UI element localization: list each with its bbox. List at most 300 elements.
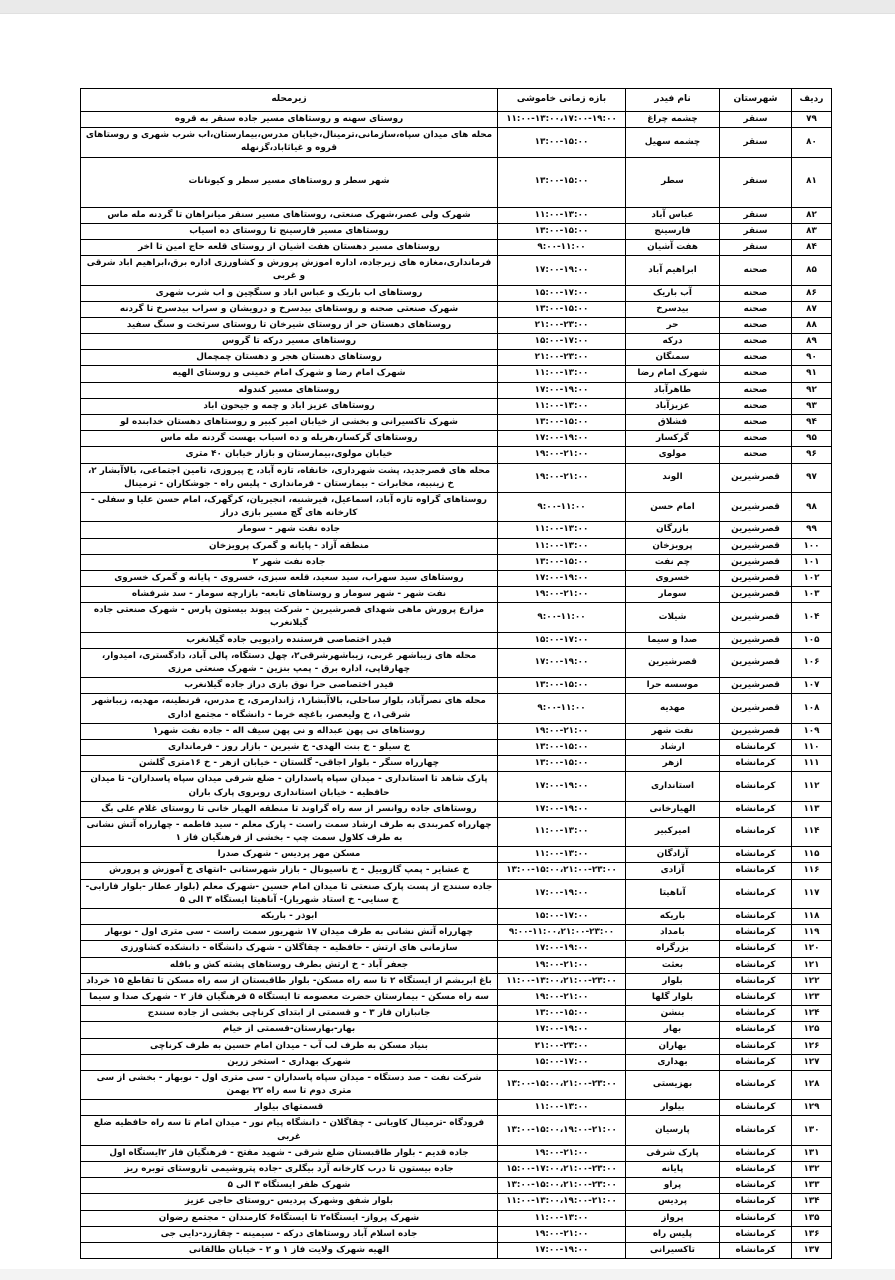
table-row — [81, 301, 832, 317]
county-cell: کرمانشاه — [720, 941, 792, 957]
county-cell: کرمانشاه — [720, 1100, 792, 1116]
county-cell: صحنه — [720, 431, 792, 447]
county-cell: کرمانشاه — [720, 1006, 792, 1022]
subarea-cell: شهرک پرواز- ایستگاه۲ تا ایستگاه۶ کارمندان - مجتمع رضوان — [81, 1210, 498, 1226]
feeder-cell: سمنگان — [626, 350, 720, 366]
time-cell: ۱۱:۰۰-۱۳:۰۰ — [498, 1210, 626, 1226]
feeder-cell: بیدسرخ — [626, 301, 720, 317]
time-cell: ۱۹:۰۰-۲۱:۰۰ — [498, 957, 626, 973]
time-cell: ۲۱:۰۰-۲۳:۰۰ — [498, 350, 626, 366]
subarea-cell: بلوار شفق وشهرک پردیس -روستای حاجی عزیز — [81, 1194, 498, 1210]
county-cell: صحنه — [720, 301, 792, 317]
table-row — [81, 632, 832, 648]
table-row — [81, 863, 832, 879]
row-number-cell: ۱۰۷ — [792, 678, 832, 694]
county-cell: کرمانشاه — [720, 1022, 792, 1038]
county-cell: صحنه — [720, 285, 792, 301]
outage-table-body — [81, 112, 832, 1259]
county-cell: کرمانشاه — [720, 1178, 792, 1194]
county-cell: صحنه — [720, 256, 792, 285]
table-row — [81, 1242, 832, 1258]
row-number-cell: ۸۴ — [792, 239, 832, 255]
table-row — [81, 1100, 832, 1116]
table-row — [81, 879, 832, 908]
subarea-cell: خ سیلو - خ بنت الهدی- خ شیرین - بازار روز - فرمانداری — [81, 739, 498, 755]
subarea-cell: الهیه شهرک ولایت فاز ۱ و ۲ - خیابان طالقانی — [81, 1242, 498, 1258]
feeder-cell: عباس آباد — [626, 207, 720, 223]
row-number-cell: ۹۴ — [792, 415, 832, 431]
row-number-cell: ۸۱ — [792, 157, 832, 207]
row-number-cell: ۱۱۲ — [792, 772, 832, 801]
header-outage-time: بازه زمانی خاموشی — [498, 89, 626, 112]
table-row — [81, 1054, 832, 1070]
time-cell: ۱۹:۰۰-۲۱:۰۰ — [498, 447, 626, 463]
feeder-cell: امیرکبیر — [626, 817, 720, 846]
header-subarea: زیرمحله — [81, 89, 498, 112]
row-number-cell: ۱۰۵ — [792, 632, 832, 648]
row-number-cell: ۱۲۲ — [792, 973, 832, 989]
county-cell: کرمانشاه — [720, 1116, 792, 1145]
table-row — [81, 256, 832, 285]
row-number-cell: ۱۳۰ — [792, 1116, 832, 1145]
row-number-cell: ۱۰۹ — [792, 723, 832, 739]
subarea-cell: مسکن مهر پردیس - شهرک صدرا — [81, 847, 498, 863]
county-cell: کرمانشاه — [720, 1070, 792, 1099]
feeder-cell: استانداری — [626, 772, 720, 801]
time-cell: ۱۱:۰۰-۱۳:۰۰ — [498, 817, 626, 846]
county-cell: قصرشیرین — [720, 632, 792, 648]
time-cell: ۲۱:۰۰-۲۳:۰۰ — [498, 317, 626, 333]
time-cell: ۱۳:۰۰-۱۵:۰۰،۲۱:۰۰-۲۳:۰۰ — [498, 863, 626, 879]
row-number-cell: ۱۱۹ — [792, 925, 832, 941]
subarea-cell: روستاهای مسیر فارسینج تا روستای ده اسیاب — [81, 223, 498, 239]
subarea-cell: شهرک ظفر ایستگاه ۳ الی ۵ — [81, 1178, 498, 1194]
table-row — [81, 909, 832, 925]
time-cell: ۱۷:۰۰-۱۹:۰۰ — [498, 648, 626, 677]
feeder-cell: ابراهیم آباد — [626, 256, 720, 285]
time-cell: ۱۵:۰۰-۱۷:۰۰ — [498, 334, 626, 350]
row-number-cell: ۷۹ — [792, 112, 832, 128]
subarea-cell: روستای سهنه و روستاهای مسیر جاده سنقر به قروه — [81, 112, 498, 128]
row-number-cell: ۱۱۴ — [792, 817, 832, 846]
county-cell: قصرشیرین — [720, 570, 792, 586]
row-number-cell: ۱۰۶ — [792, 648, 832, 677]
county-cell: کرمانشاه — [720, 801, 792, 817]
table-row — [81, 128, 832, 157]
subarea-cell: روستاهای دهستان هجر و دهستان چمچمال — [81, 350, 498, 366]
table-row — [81, 694, 832, 723]
county-cell: کرمانشاه — [720, 817, 792, 846]
county-cell: کرمانشاه — [720, 1038, 792, 1054]
feeder-cell: پلیس راه — [626, 1226, 720, 1242]
row-number-cell: ۱۳۶ — [792, 1226, 832, 1242]
table-row — [81, 925, 832, 941]
feeder-cell: پرویزخان — [626, 538, 720, 554]
table-row — [81, 157, 832, 207]
row-number-cell: ۹۱ — [792, 366, 832, 382]
time-cell: ۱۳:۰۰-۱۵:۰۰ — [498, 415, 626, 431]
table-row — [81, 1038, 832, 1054]
subarea-cell: فرودگاه -ترمینال کاویانی - چقاگلان - دانشگاه پیام نور - میدان امام تا سه راه حافظیه ضلع غربی — [81, 1116, 498, 1145]
table-row — [81, 1006, 832, 1022]
county-cell: کرمانشاه — [720, 1194, 792, 1210]
feeder-cell: نفت شهر — [626, 723, 720, 739]
table-row — [81, 492, 832, 521]
time-cell: ۱۹:۰۰-۲۱:۰۰ — [498, 989, 626, 1005]
subarea-cell: روستاهای گراوه تازه آباد، اسماعیل، قیرشنبه، انجیریان، کرگهرک، امام حسن علیا و سفلی - کارخانه های گچ مسیر بازی دراز — [81, 492, 498, 521]
row-number-cell: ۹۹ — [792, 522, 832, 538]
time-cell: ۱۷:۰۰-۱۹:۰۰ — [498, 431, 626, 447]
feeder-cell: درکه — [626, 334, 720, 350]
feeder-cell: مهدیه — [626, 694, 720, 723]
feeder-cell: بزرگراه — [626, 941, 720, 957]
time-cell: ۱۱:۰۰-۱۳:۰۰ — [498, 847, 626, 863]
row-number-cell: ۱۱۱ — [792, 756, 832, 772]
header-row-number: ردیف — [792, 89, 832, 112]
header-row — [81, 89, 832, 112]
subarea-cell: خ عشایر - پمپ گازوییل - خ ناسیونال - بازار شهرستانی -انتهای خ آموزش و پرورش — [81, 863, 498, 879]
time-cell: ۱۱:۰۰-۱۳:۰۰ — [498, 1100, 626, 1116]
row-number-cell: ۱۰۰ — [792, 538, 832, 554]
row-number-cell: ۱۳۴ — [792, 1194, 832, 1210]
table-row — [81, 1178, 832, 1194]
subarea-cell: شهرک ولی عصر،شهرک صنعتی، روستاهای مسیر سنقر میانراهان تا گردنه مله ماس — [81, 207, 498, 223]
subarea-cell: منطقه آزاد - پایانه و گمرک پرویزخان — [81, 538, 498, 554]
feeder-cell: بهار — [626, 1022, 720, 1038]
county-cell: کرمانشاه — [720, 1242, 792, 1258]
county-cell: کرمانشاه — [720, 909, 792, 925]
table-row — [81, 1162, 832, 1178]
county-cell: صحنه — [720, 366, 792, 382]
row-number-cell: ۱۳۱ — [792, 1145, 832, 1161]
feeder-cell: بعثت — [626, 957, 720, 973]
time-cell: ۹:۰۰-۱۱:۰۰ — [498, 239, 626, 255]
table-row — [81, 207, 832, 223]
time-cell: ۱۳:۰۰-۱۵:۰۰ — [498, 756, 626, 772]
table-row — [81, 382, 832, 398]
time-cell: ۱۷:۰۰-۱۹:۰۰ — [498, 1022, 626, 1038]
table-row — [81, 1070, 832, 1099]
feeder-cell: آناهیتا — [626, 879, 720, 908]
table-row — [81, 1226, 832, 1242]
feeder-cell: هفت آشیان — [626, 239, 720, 255]
subarea-cell: جانبازان فاز ۳ - و قسمتی از ابتدای کرناچی بخشی از جاده سنندج — [81, 1006, 498, 1022]
time-cell: ۱۱:۰۰-۱۳:۰۰ — [498, 538, 626, 554]
row-number-cell: ۱۱۳ — [792, 801, 832, 817]
header-county: شهرستان — [720, 89, 792, 112]
time-cell: ۱۱:۰۰-۱۳:۰۰ — [498, 398, 626, 414]
table-row — [81, 587, 832, 603]
row-number-cell: ۱۱۵ — [792, 847, 832, 863]
county-cell: کرمانشاه — [720, 847, 792, 863]
time-cell: ۱۱:۰۰-۱۳:۰۰،۲۱:۰۰-۲۳:۰۰ — [498, 973, 626, 989]
county-cell: قصرشیرین — [720, 603, 792, 632]
subarea-cell: روستاهای مسیر کندوله — [81, 382, 498, 398]
feeder-cell: ارشاد — [626, 739, 720, 755]
row-number-cell: ۹۸ — [792, 492, 832, 521]
county-cell: صحنه — [720, 317, 792, 333]
row-number-cell: ۹۵ — [792, 431, 832, 447]
feeder-cell: پردیس — [626, 1194, 720, 1210]
table-row — [81, 801, 832, 817]
row-number-cell: ۱۲۸ — [792, 1070, 832, 1099]
time-cell: ۱۹:۰۰-۲۱:۰۰ — [498, 1145, 626, 1161]
table-row — [81, 1022, 832, 1038]
subarea-cell: ابوذر - باریکه — [81, 909, 498, 925]
time-cell: ۹:۰۰-۱۱:۰۰ — [498, 492, 626, 521]
county-cell: سنقر — [720, 128, 792, 157]
feeder-cell: بهزیستی — [626, 1070, 720, 1099]
row-number-cell: ۹۳ — [792, 398, 832, 414]
table-row — [81, 570, 832, 586]
time-cell: ۱۷:۰۰-۱۹:۰۰ — [498, 801, 626, 817]
time-cell: ۱۱:۰۰-۱۳:۰۰ — [498, 207, 626, 223]
table-row — [81, 772, 832, 801]
row-number-cell: ۸۰ — [792, 128, 832, 157]
row-number-cell: ۱۱۸ — [792, 909, 832, 925]
time-cell: ۱۱:۰۰-۱۳:۰۰ — [498, 366, 626, 382]
subarea-cell: شرکت نفت - صد دستگاه - میدان سپاه پاسداران - سی متری اول - نوبهار - بخشی از سی متری دوم تا سه راه ۲۲ بهمن — [81, 1070, 498, 1099]
time-cell: ۱۷:۰۰-۱۹:۰۰ — [498, 1242, 626, 1258]
feeder-cell: آب باریک — [626, 285, 720, 301]
time-cell: ۱۳:۰۰-۱۵:۰۰ — [498, 157, 626, 207]
time-cell: ۱۳:۰۰-۱۵:۰۰،۲۱:۰۰-۲۳:۰۰ — [498, 1070, 626, 1099]
subarea-cell: خیابان مولوی،بیمارستان و بازار خیابان ۴۰ متری — [81, 447, 498, 463]
feeder-cell: پایانه — [626, 1162, 720, 1178]
subarea-cell: روستاهای مسیر دهستان هفت اشیان از روستای قلعه حاج امین تا اخر — [81, 239, 498, 255]
row-number-cell: ۱۰۲ — [792, 570, 832, 586]
county-cell: صحنه — [720, 415, 792, 431]
county-cell: کرمانشاه — [720, 756, 792, 772]
county-cell: کرمانشاه — [720, 1054, 792, 1070]
feeder-cell: امام حسن — [626, 492, 720, 521]
row-number-cell: ۱۱۶ — [792, 863, 832, 879]
feeder-cell: فشلاق — [626, 415, 720, 431]
county-cell: کرمانشاه — [720, 957, 792, 973]
feeder-cell: گرکسار — [626, 431, 720, 447]
subarea-cell: شهرک امام رضا و شهرک امام خمینی و روستای الهیه — [81, 366, 498, 382]
subarea-cell: شهرک صنعتی صحنه و روستاهای بیدسرخ و درویشان و سراب بیدسرخ تا گردنه — [81, 301, 498, 317]
table-row — [81, 415, 832, 431]
time-cell: ۱۹:۰۰-۲۱:۰۰ — [498, 587, 626, 603]
table-row — [81, 223, 832, 239]
county-cell: سنقر — [720, 223, 792, 239]
time-cell: ۱۳:۰۰-۱۵:۰۰ — [498, 554, 626, 570]
time-cell: ۱۳:۰۰-۱۵:۰۰ — [498, 223, 626, 239]
table-row — [81, 431, 832, 447]
table-row — [81, 989, 832, 1005]
subarea-cell: سه راه مسکن - بیمارستان حضرت معصومه تا ایستگاه ۵ فرهنگیان فاز ۲ - شهرک صدا و سیما — [81, 989, 498, 1005]
row-number-cell: ۱۲۷ — [792, 1054, 832, 1070]
county-cell: سنقر — [720, 157, 792, 207]
table-row — [81, 350, 832, 366]
row-number-cell: ۱۱۷ — [792, 879, 832, 908]
table-row — [81, 973, 832, 989]
feeder-cell: بیلوار — [626, 1100, 720, 1116]
row-number-cell: ۸۳ — [792, 223, 832, 239]
table-row — [81, 648, 832, 677]
county-cell: صحنه — [720, 382, 792, 398]
subarea-cell: روستاهای عزیز اباد و چمه و جیحون اباد — [81, 398, 498, 414]
row-number-cell: ۸۸ — [792, 317, 832, 333]
table-row — [81, 447, 832, 463]
time-cell: ۱۹:۰۰-۲۱:۰۰ — [498, 463, 626, 492]
subarea-cell: سازمانی های ارتش - حافظیه - چقاگلان - شهرک دانشگاه - دانشکده کشاورزی — [81, 941, 498, 957]
time-cell: ۱۳:۰۰-۱۵:۰۰ — [498, 1006, 626, 1022]
row-number-cell: ۱۰۳ — [792, 587, 832, 603]
subarea-cell: شهر سطر و روستاهای مسیر سطر و کیونانات — [81, 157, 498, 207]
outage-schedule-table — [80, 88, 832, 1259]
subarea-cell: جاده بیستون تا درب کارخانه آرد بیگلری -جاده پتروشیمی تاروستای توبره ریز — [81, 1162, 498, 1178]
row-number-cell: ۸۵ — [792, 256, 832, 285]
row-number-cell: ۸۹ — [792, 334, 832, 350]
subarea-cell: فرمانداری،مغازه های زیرجاده، اداره اموزش پرورش و کشاورزی اداره برق،ابراهیم اباد شرقی و غربی — [81, 256, 498, 285]
feeder-cell: شهرک امام رضا — [626, 366, 720, 382]
table-row — [81, 554, 832, 570]
row-number-cell: ۱۲۴ — [792, 1006, 832, 1022]
subarea-cell: روستاهای سید سهراب، سید سعید، قلعه سبزی، خسروی - پایانه و گمرک خسروی — [81, 570, 498, 586]
table-row — [81, 941, 832, 957]
row-number-cell: ۱۲۱ — [792, 957, 832, 973]
feeder-cell: الهیارخانی — [626, 801, 720, 817]
county-cell: کرمانشاه — [720, 925, 792, 941]
page-top-strip — [0, 0, 895, 14]
subarea-cell: شهرک تاکسیرانی و بخشی از خیابان امیر کبیر و روستاهای دهستان خدابنده لو — [81, 415, 498, 431]
subarea-cell: شهرک بهداری - استخر زرین — [81, 1054, 498, 1070]
time-cell: ۱۱:۰۰-۱۳:۰۰ — [498, 522, 626, 538]
feeder-cell: چشمه چراغ — [626, 112, 720, 128]
row-number-cell: ۱۲۵ — [792, 1022, 832, 1038]
row-number-cell: ۱۳۵ — [792, 1210, 832, 1226]
county-cell: کرمانشاه — [720, 772, 792, 801]
county-cell: قصرشیرین — [720, 694, 792, 723]
table-row — [81, 678, 832, 694]
table-row — [81, 366, 832, 382]
time-cell: ۱۳:۰۰-۱۵:۰۰،۱۹:۰۰-۲۱:۰۰ — [498, 1116, 626, 1145]
time-cell: ۹:۰۰-۱۱:۰۰ — [498, 603, 626, 632]
feeder-cell: آزادی — [626, 863, 720, 879]
row-number-cell: ۸۷ — [792, 301, 832, 317]
feeder-cell: بهداری — [626, 1054, 720, 1070]
header-feeder-name: نام فیدر — [626, 89, 720, 112]
county-cell: قصرشیرین — [720, 492, 792, 521]
subarea-cell: روستاهای دهستان حر از روستای شیرخان تا روستای سرتخت و سنگ سفید — [81, 317, 498, 333]
table-row — [81, 957, 832, 973]
subarea-cell: محله های قصرجدید، پشت شهرداری، خانقاه، تازه آباد، خ پیروزی، تامین اجتماعی، بالاآبشار ۲، خ زینبیه، مخابرات - بیمارستان - فرمانداری - پلیس راه - جوشکاران - ترمینال — [81, 463, 498, 492]
county-cell: کرمانشاه — [720, 739, 792, 755]
row-number-cell: ۱۳۷ — [792, 1242, 832, 1258]
table-header — [81, 89, 832, 112]
feeder-cell: بامداد — [626, 925, 720, 941]
feeder-cell: خسروی — [626, 570, 720, 586]
table-row — [81, 1145, 832, 1161]
feeder-cell: موسسه حرا — [626, 678, 720, 694]
feeder-cell: تاکسیرانی — [626, 1242, 720, 1258]
time-cell: ۲۱:۰۰-۲۳:۰۰ — [498, 1038, 626, 1054]
feeder-cell: چشمه سهیل — [626, 128, 720, 157]
row-number-cell: ۹۷ — [792, 463, 832, 492]
county-cell: کرمانشاه — [720, 863, 792, 879]
county-cell: قصرشیرین — [720, 463, 792, 492]
county-cell: قصرشیرین — [720, 723, 792, 739]
table-row — [81, 398, 832, 414]
feeder-cell: سومار — [626, 587, 720, 603]
time-cell: ۱۳:۰۰-۱۵:۰۰،۲۱:۰۰-۲۳:۰۰ — [498, 1178, 626, 1194]
subarea-cell: روستاهای گرکسار،هریله و ده اسیاب بهست گردنه مله ماس — [81, 431, 498, 447]
subarea-cell: بهار-بهارستان-قسمتی از خیام — [81, 1022, 498, 1038]
time-cell: ۱۱:۰۰-۱۳:۰۰،۱۹:۰۰-۲۱:۰۰ — [498, 1194, 626, 1210]
table-row — [81, 1116, 832, 1145]
county-cell: قصرشیرین — [720, 587, 792, 603]
row-number-cell: ۱۰۱ — [792, 554, 832, 570]
row-number-cell: ۱۲۰ — [792, 941, 832, 957]
subarea-cell: باغ ابریشم از ایستگاه ۲ تا سه راه مسکن- بلوار طاقبستان از سه راه مسکن تا تقاطع ۱۵ خرداد — [81, 973, 498, 989]
county-cell: قصرشیرین — [720, 554, 792, 570]
row-number-cell: ۱۳۲ — [792, 1162, 832, 1178]
feeder-cell: قصرشیرین — [626, 648, 720, 677]
subarea-cell: محله های زیباشهر غربی، زیباشهرشرقی۲، چهل دستگاه، پالی آباد، دادگستری، امیدوار، چهارقاپی، اداره برق - پمپ بنزین - شهرک صنعتی مرزی — [81, 648, 498, 677]
subarea-cell: پارک شاهد تا استانداری - میدان سپاه پاسداران - ضلع شرقی میدان سپاه پاسداران- تا میدان حافظیه - خیابان استانداری روبروی پارک باران — [81, 772, 498, 801]
row-number-cell: ۹۶ — [792, 447, 832, 463]
row-number-cell: ۸۲ — [792, 207, 832, 223]
table-row — [81, 739, 832, 755]
feeder-cell: پارسیان — [626, 1116, 720, 1145]
subarea-cell: روستاهای نی پهن عبداله و نی پهن سیف اله - جاده نفت شهر۱ — [81, 723, 498, 739]
feeder-cell: الوند — [626, 463, 720, 492]
row-number-cell: ۹۲ — [792, 382, 832, 398]
subarea-cell: جاده قدیم - بلوار طاقبستان ضلع شرقی - شهید مفتح - فرهنگیان فاز ۲ایستگاه اول — [81, 1145, 498, 1161]
row-number-cell: ۱۰۴ — [792, 603, 832, 632]
time-cell: ۱۳:۰۰-۱۵:۰۰ — [498, 128, 626, 157]
feeder-cell: چم نفت — [626, 554, 720, 570]
feeder-cell: عزیزآباد — [626, 398, 720, 414]
county-cell: کرمانشاه — [720, 1162, 792, 1178]
subarea-cell: جاده اسلام آباد روستاهای درکه - سیمینه - چقازرد-دایی جی — [81, 1226, 498, 1242]
subarea-cell: مزارع پرورش ماهی شهدای قصرشیرین - شرکت پیوند بیستون پارس - شهرک صنعتی جاده گیلانغرب — [81, 603, 498, 632]
table-row — [81, 1210, 832, 1226]
feeder-cell: بازرگان — [626, 522, 720, 538]
feeder-cell: بلوار — [626, 973, 720, 989]
county-cell: کرمانشاه — [720, 879, 792, 908]
feeder-cell: پارک شرقی — [626, 1145, 720, 1161]
row-number-cell: ۹۰ — [792, 350, 832, 366]
time-cell: ۱۷:۰۰-۱۹:۰۰ — [498, 256, 626, 285]
time-cell: ۱۱:۰۰-۱۳:۰۰،۱۷:۰۰-۱۹:۰۰ — [498, 112, 626, 128]
time-cell: ۱۷:۰۰-۱۹:۰۰ — [498, 382, 626, 398]
subarea-cell: روستاهای مسیر درکه تا گروس — [81, 334, 498, 350]
table-row — [81, 817, 832, 846]
row-number-cell: ۱۲۶ — [792, 1038, 832, 1054]
county-cell: کرمانشاه — [720, 989, 792, 1005]
county-cell: کرمانشاه — [720, 973, 792, 989]
county-cell: سنقر — [720, 239, 792, 255]
county-cell: کرمانشاه — [720, 1145, 792, 1161]
table-row — [81, 538, 832, 554]
page-bottom-strip — [0, 1269, 895, 1280]
feeder-cell: پراو — [626, 1178, 720, 1194]
table-row — [81, 334, 832, 350]
time-cell: ۱۳:۰۰-۱۵:۰۰ — [498, 678, 626, 694]
subarea-cell: محله های نصرآباد، بلوار ساحلی، بالاآبشار۱، ژاندارمری، خ مدرس، قرنطینه، مهدیه، زیباشهر شرقی۱، خ ولیعصر، باغچه خرما - دانشگاه - مجتمع اداری — [81, 694, 498, 723]
row-number-cell: ۱۰۸ — [792, 694, 832, 723]
time-cell: ۱۹:۰۰-۲۱:۰۰ — [498, 1226, 626, 1242]
time-cell: ۱۵:۰۰-۱۷:۰۰ — [498, 285, 626, 301]
time-cell: ۱۵:۰۰-۱۷:۰۰ — [498, 1054, 626, 1070]
time-cell: ۱۵:۰۰-۱۷:۰۰ — [498, 632, 626, 648]
county-cell: سنقر — [720, 112, 792, 128]
table-row — [81, 317, 832, 333]
table-row — [81, 463, 832, 492]
